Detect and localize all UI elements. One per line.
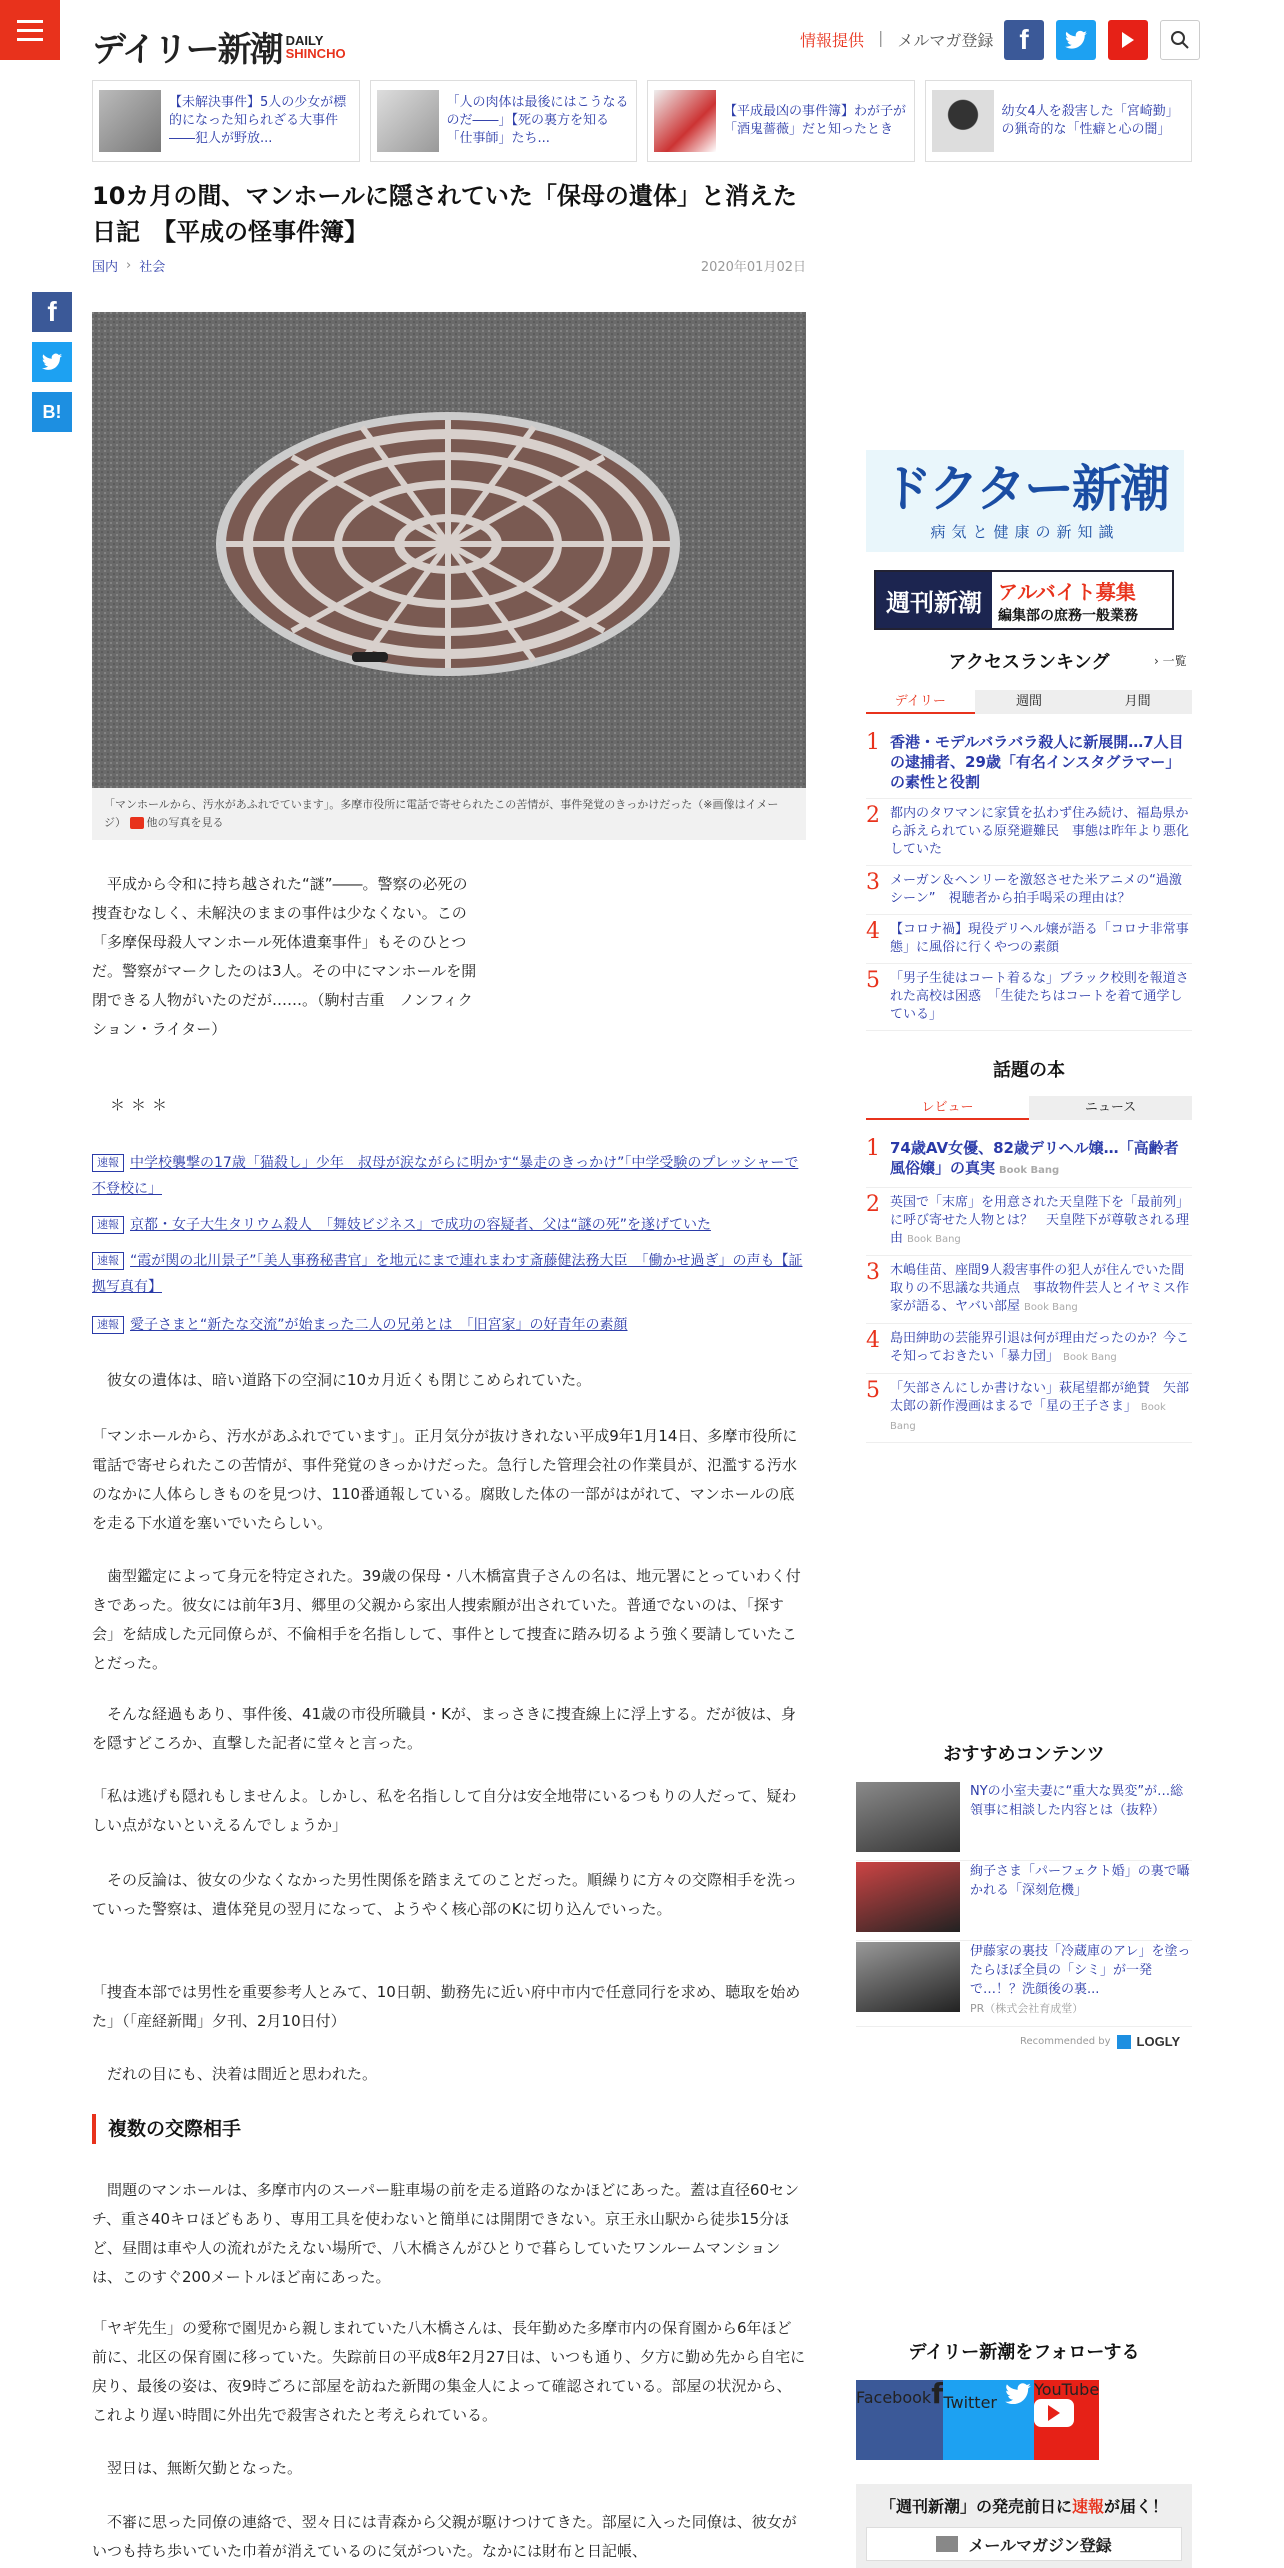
thumbnail	[856, 1862, 960, 1932]
breadcrumb-domestic[interactable]: 国内	[92, 260, 119, 275]
breadcrumb	[92, 256, 165, 275]
hamburger-menu-button[interactable]	[0, 0, 60, 60]
tab-news[interactable]: ニュース	[1029, 1096, 1192, 1120]
ranking-item[interactable]: 1 香港・モデルバラバラ殺人に新展開…7人目の逮捕者、29歳「有名インスタグラマー」の素性と役割	[866, 726, 1192, 799]
youtube-icon	[1034, 2399, 1074, 2427]
divider: |	[878, 28, 884, 47]
ranking-title: アクセスランキング	[948, 652, 1110, 673]
breaking-title: 中学校襲撃の17歳「猫殺し」少年 叔母が涙ながらに明かす“暴走のきっかけ”「中学受験のプレッシャーで不登校に」	[92, 1155, 799, 1197]
breaking-news-link[interactable]	[92, 1312, 806, 1338]
related-articles	[92, 80, 1192, 162]
books-tabs	[866, 1096, 1192, 1120]
breaking-news-link[interactable]	[92, 1212, 806, 1238]
logo-en: DAILY SHINCHO	[285, 32, 346, 61]
book-item[interactable]: 4 島田紳助の芸能界引退は何が理由だったのか？今こそ知っておきたい「暴力団」 Book Bang	[866, 1324, 1192, 1374]
recommended-by: Recommended by LOGLY	[1020, 2034, 1181, 2049]
body-paragraph: 「私は逃げも隠れもしませんよ。しかし、私を名指しして自分は安全地帯にいるつもりの人だって、疑わしい点がないといえるんでしょうか」	[92, 1787, 797, 1834]
article-title: 10カ月の間、マンホールに隠されていた「保母の遺体」と消えた日記 【平成の怪事件簿】	[92, 182, 797, 246]
logo-text: デイリー新潮	[92, 30, 282, 70]
breaking-tag: 速報	[92, 1252, 124, 1270]
body-paragraph: 「ヤギ先生」の愛称で園児から親しまれていた八木橋さんは、長年勤めた多摩市内の保育園から6年ほど前に、北区の保育園に移っていた。失踪前日の平成8年2月27日は、いつも通り、夕方に勤め先から自宅に戻り、最後の姿は、夜9時ごろに部屋を訪ねた新聞の集金人によって確認されている。部屋の状況から、これより遅い時間に外出先で殺害されたと考えられている。	[92, 2319, 806, 2424]
related-title: 【平成最凶の事件簿】わが子が「酒鬼薔薇」だと知ったとき	[724, 104, 907, 137]
caption-text: 「マンホールから、汚水があふれでています」。多摩市役所に電話で寄せられたこの苦情が、事件発覚のきっかけだった（※画像はイメージ）	[104, 798, 779, 829]
newsletter-signup-button[interactable]: メールマガジン登録	[866, 2527, 1182, 2561]
lead-paragraph: 平成から令和に持ち越された“謎”――。警察の必死の捜査むなしく、未解決のままの事件は少なくない。この「多摩保母殺人マンホール死体遺棄事件」もそのひとつだ。警察がマークしたのは3人。その中にマンホールを開閉できる人物がいたのだが……。（駒村吉重 ノンフィクション・ライター）	[92, 875, 477, 1038]
related-title: 「人の肉体は最後にはこうなるのだ――」【死の裏方を知る「仕事師」たち...	[446, 95, 629, 146]
facebook-icon[interactable]: f	[1004, 20, 1044, 60]
newsletter-link[interactable]: メルマガ登録	[897, 31, 994, 50]
newsletter-text: 「週刊新潮」の発売前日に速報が届く！	[879, 2497, 1169, 2516]
tab-review[interactable]: レビュー	[866, 1096, 1029, 1120]
body-paragraph: 歯型鑑定によって身元を特定された。39歳の保母・八木橋富貴子さんの名は、地元署にとっていわく付きであった。彼女には前年3月、郷里の父親から家出人捜索願が出されていた。普通でないのは、「探す会」を結成した元同僚らが、不倫相手を名指しして、事件として捜査に踏み切るよう強く要請していたことだった。	[92, 1567, 801, 1672]
body-paragraph: そんな経過もあり、事件後、41歳の市役所職員・Kが、まっさきに捜査線上に浮上する。だが彼は、身を隠すどころか、直撃した記者に堂々と言った。	[92, 1705, 796, 1752]
related-title: 幼女4人を殺害した「宮崎勤」の猟奇的な「性癖と心の闇」	[1001, 104, 1179, 137]
body-paragraph: 不審に思った同僚の連絡で、翌々日には青森から父親が駆けつけてきた。部屋に入った同僚は、彼女がいつも持ち歩いていた巾着が消えているのに気がついた。なかには財布と日記帳、	[92, 2513, 797, 2560]
job-ad-banner[interactable]	[874, 570, 1174, 630]
logly-icon	[1117, 2035, 1131, 2049]
thumbnail	[856, 1942, 960, 2012]
ranking-item[interactable]: 4 【コロナ禍】現役デリヘル嬢が語る「コロナ非常事態」に風俗に行くやつの素顔	[866, 915, 1192, 964]
recommend-title: おすすめコンテンツ	[943, 1744, 1105, 1765]
book-item[interactable]: 3 木嶋佳苗、座間9人殺害事件の犯人が住んでいた間取りの不思議な共通点 事故物件芸人とイヤミス作家が語る、ヤバい部屋 Book Bang	[866, 1256, 1192, 1324]
recommend-item[interactable]: NYの小室夫妻に“重大な異変”が…総領事に相談した内容とは（抜粋）	[856, 1782, 1192, 1861]
search-icon[interactable]	[1160, 20, 1200, 60]
thumbnail	[377, 90, 439, 152]
recommend-item[interactable]: 伊藤家の裏技「冷蔵庫のアレ」を塗ったらほぼ全員の「シミ」が一発で…！？洗顔後の裏... PR（株式会社育成堂）	[856, 1942, 1192, 2027]
header-links	[800, 28, 993, 51]
thumbnail	[856, 1782, 960, 1852]
book-item[interactable]: 5 「矢部さんにしか書けない」萩尾望都が絶賛 矢部太郎の新作漫画はまるで「星の王子さま」 Book Bang	[866, 1374, 1192, 1443]
camera-icon	[130, 817, 144, 829]
info-link[interactable]: 情報提供	[800, 31, 865, 50]
body-paragraph: 「マンホールから、汚水があふれでています」。正月気分が抜けきれない平成9年1月14日、多摩市役所に電話で寄せられたこの苦情が、事件発覚のきっかけだった。急行した管理会社の作業員が、氾濫する汚水のなかに人体らしきものを見つけ、110番通報している。腐敗した体の一部がはがれて、マンホールの底を走る下水道を塞いでいたらしい。	[92, 1427, 798, 1532]
youtube-follow-button[interactable]: YouTube	[1034, 2380, 1099, 2460]
related-article[interactable]	[925, 80, 1193, 162]
breaking-news-link[interactable]	[92, 1248, 806, 1300]
twitter-icon[interactable]	[1056, 20, 1096, 60]
body-paragraph: 「捜査本部では男性を重要参考人とみて、10日朝、勤務先に近い府中市内で任意同行を求め、聴取を始めた」（「産経新聞」夕刊、2月10日付）	[92, 1983, 801, 2030]
ranking-item[interactable]: 2 都内のタワマンに家賃を払わず住み続け、福島県から訴えられている原発避難民 事態は昨年より悪化していた	[866, 799, 1192, 866]
breadcrumb-society[interactable]: 社会	[139, 260, 166, 275]
section-heading: 複数の交際相手	[92, 2114, 806, 2144]
breaking-news-link[interactable]	[92, 1150, 806, 1202]
more-photos-link[interactable]: 他の写真を見る	[146, 816, 224, 829]
site-logo[interactable]	[92, 22, 346, 71]
tab-weekly[interactable]: 週間	[975, 690, 1084, 714]
related-article[interactable]	[370, 80, 638, 162]
tab-monthly[interactable]: 月間	[1083, 690, 1192, 714]
banner-brand: 週刊新潮	[876, 572, 992, 628]
related-title: 【未解決事件】5人の少女が標的になった知られざる大事件――犯人が野放...	[169, 95, 347, 146]
thumbnail	[932, 90, 994, 152]
body-paragraph: 彼女の遺体は、暗い道路下の空洞に10カ月近くも閉じこめられていた。	[107, 1371, 592, 1389]
facebook-follow-button[interactable]: Facebookf	[856, 2380, 943, 2460]
youtube-icon[interactable]	[1108, 20, 1148, 60]
related-article[interactable]	[647, 80, 915, 162]
thumbnail	[99, 90, 161, 152]
ranking-tabs	[866, 690, 1192, 714]
article-photo[interactable]	[92, 312, 806, 788]
twitter-follow-button[interactable]: Twitter	[943, 2380, 1034, 2460]
breaking-title: “霞が関の北川景子”「美人事務秘書官」を地元にまで連れまわす斎藤健法務大臣 「働かせ過ぎ」の声も【証拠写真有】	[92, 1253, 803, 1295]
facebook-share-icon[interactable]: f	[32, 292, 72, 332]
book-item[interactable]: 2 英国で「末席」を用意された天皇陛下を「最前列」に呼び寄せた人物とは？ 天皇陛下が尊敬される理由 Book Bang	[866, 1188, 1192, 1256]
facebook-icon: f	[931, 2377, 944, 2410]
ranking-list-link[interactable]: › 一覧	[1154, 654, 1187, 668]
banner-text: アルバイト募集 編集部の庶務一般業務	[998, 579, 1138, 624]
tab-daily[interactable]: デイリー	[866, 690, 975, 714]
ranking-list	[866, 726, 1192, 1031]
thumbnail	[654, 90, 716, 152]
breaking-tag: 速報	[92, 1316, 124, 1334]
body-paragraph: だれの目にも、決着は間近と思われた。	[107, 2065, 378, 2083]
newsletter-box	[856, 2484, 1192, 2568]
section-divider: ＊＊＊	[110, 1096, 174, 1114]
breaking-title: 愛子さまと“新たな交流”が始まった二人の兄弟とは 「旧宮家」の好青年の素顔	[130, 1317, 628, 1333]
body-paragraph: その反論は、彼女の少なくなかった男性関係を踏まえてのことだった。順繰りに方々の交際相手を洗っていった警察は、遺体発見の翌月になって、ようやく核心部のKに切り込んでいった。	[92, 1871, 798, 1918]
recommend-item[interactable]: 絢子さま「パーフェクト婚」の裏で囁かれる「深刻危機」	[856, 1862, 1192, 1941]
body-paragraph: 翌日は、無断欠勤となった。	[107, 2459, 303, 2477]
chevron-right-icon: ›	[126, 258, 132, 273]
breaking-tag: 速報	[92, 1216, 124, 1234]
mail-icon	[936, 2536, 958, 2552]
body-paragraph: 問題のマンホールは、多摩市内のスーパー駐車場の前を走る道路のなかほどにあった。蓋は直径60センチ、重さ40キロほどもあり、専用工具を使わないと簡単には開閉できない。京王永山駅から徒歩15分ほど、昼間は車や人の流れがたえない場所で、八木橋さんがひとりで暮らしていたワンルームマンションは、このすぐ200メートルほど南にあった。	[92, 2181, 800, 2286]
breaking-title: 京都・女子大生タリウム殺人 「舞妓ビジネス」で成功の容疑者、父は“謎の死”を遂げていた	[130, 1217, 711, 1233]
books-list	[866, 1132, 1192, 1443]
twitter-share-icon[interactable]	[32, 342, 72, 382]
banner-subtitle: 病気と健康の新知識	[930, 522, 1120, 541]
ranking-item[interactable]: 3 メーガン＆ヘンリーを激怒させた米アニメの“過激シーン” 視聴者から拍手喝采の理由は？	[866, 866, 1192, 915]
book-item[interactable]: 1 74歳AV女優、82歳デリヘル嬢…「高齢者風俗嬢」の真実 Book Bang	[866, 1132, 1192, 1188]
doctor-shincho-banner[interactable]	[866, 450, 1184, 552]
follow-title: デイリー新潮をフォローする	[908, 2342, 1140, 2363]
books-title: 話題の本	[993, 1060, 1065, 1081]
banner-title: ドクター新潮	[882, 459, 1168, 518]
hatena-bookmark-icon[interactable]: B!	[32, 392, 72, 432]
photo-caption	[92, 788, 806, 840]
related-article[interactable]	[92, 80, 360, 162]
ranking-item[interactable]: 5 「男子生徒はコート着るな」ブラック校則を報道された高校は困惑 「生徒たちはコートを着て通学している」	[866, 964, 1192, 1031]
breaking-tag: 速報	[92, 1154, 124, 1172]
share-bar	[32, 292, 72, 432]
follow-buttons	[856, 2377, 1192, 2460]
twitter-icon	[1002, 2380, 1034, 2408]
header-social	[1004, 20, 1200, 60]
publish-date: 2020年01月02日	[700, 260, 806, 275]
